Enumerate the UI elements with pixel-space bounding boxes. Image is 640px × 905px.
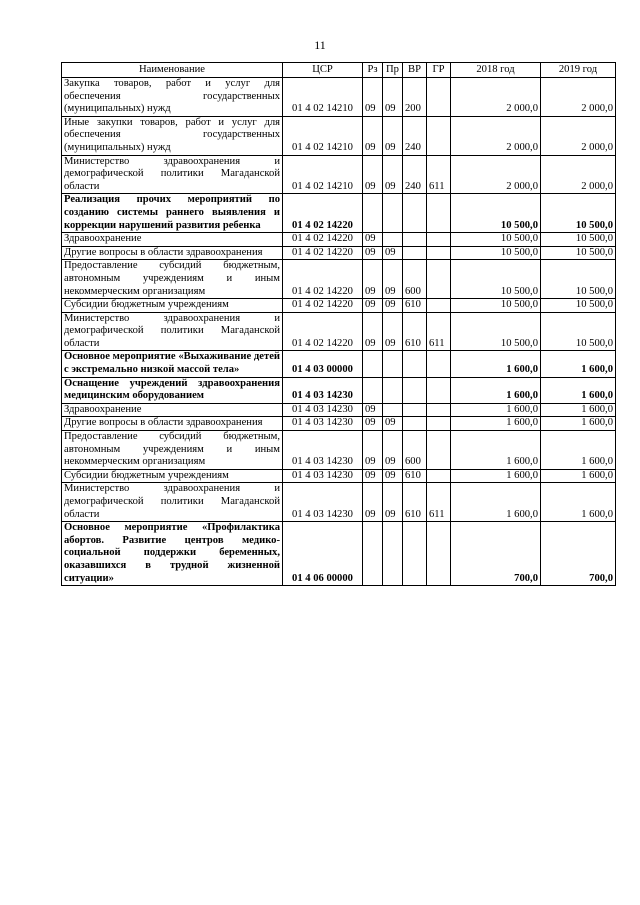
cell-csr: 01 4 02 14220 (283, 233, 363, 247)
cell-2018: 10 500,0 (451, 246, 541, 260)
cell-vr: 600 (403, 431, 427, 470)
table-row (62, 377, 616, 403)
cell-rz: 09 (363, 155, 383, 194)
cell-vr: 610 (403, 483, 427, 522)
cell-2018: 700,0 (451, 522, 541, 586)
cell-vr (403, 233, 427, 247)
cell-gr (427, 116, 451, 155)
cell-2019: 1 600,0 (541, 377, 616, 403)
header-rz: Рз (363, 63, 383, 78)
cell-csr: 01 4 02 14210 (283, 155, 363, 194)
cell-2019: 10 500,0 (541, 246, 616, 260)
cell-rz: 09 (363, 260, 383, 299)
cell-vr (403, 194, 427, 233)
cell-pr (383, 522, 403, 586)
cell-pr: 09 (383, 155, 403, 194)
cell-pr (383, 194, 403, 233)
header-name: Наименование (62, 63, 283, 78)
cell-rz: 09 (363, 312, 383, 351)
cell-rz: 09 (363, 246, 383, 260)
cell-csr: 01 4 02 14220 (283, 260, 363, 299)
cell-pr: 09 (383, 299, 403, 313)
cell-rz: 09 (363, 403, 383, 417)
cell-vr (403, 403, 427, 417)
cell-2018: 1 600,0 (451, 469, 541, 483)
cell-2019: 2 000,0 (541, 116, 616, 155)
cell-gr (427, 469, 451, 483)
cell-2018: 1 600,0 (451, 431, 541, 470)
cell-name: Министерство здравоохранения и демографической политики Магаданской области (62, 312, 283, 351)
cell-vr (403, 522, 427, 586)
cell-2019: 700,0 (541, 522, 616, 586)
cell-csr: 01 4 02 14220 (283, 312, 363, 351)
table-row (62, 155, 616, 194)
budget-table (61, 62, 616, 586)
table-row (62, 417, 616, 431)
table-row (62, 116, 616, 155)
cell-csr: 01 4 06 00000 (283, 522, 363, 586)
table-row (62, 194, 616, 233)
cell-gr (427, 403, 451, 417)
cell-2019: 10 500,0 (541, 260, 616, 299)
cell-csr: 01 4 03 14230 (283, 417, 363, 431)
cell-gr (427, 522, 451, 586)
table-row (62, 260, 616, 299)
cell-pr (383, 377, 403, 403)
cell-pr (383, 403, 403, 417)
cell-2018: 10 500,0 (451, 194, 541, 233)
cell-pr: 09 (383, 312, 403, 351)
cell-name: Оснащение учреждений здравоохранения медицинским оборудованием (62, 377, 283, 403)
cell-2019: 1 600,0 (541, 351, 616, 377)
table-header-row (62, 63, 616, 78)
page-number: 11 (314, 38, 326, 52)
cell-pr: 09 (383, 431, 403, 470)
cell-gr: 611 (427, 155, 451, 194)
cell-2018: 1 600,0 (451, 417, 541, 431)
cell-pr: 09 (383, 483, 403, 522)
cell-pr: 09 (383, 116, 403, 155)
table-row (62, 522, 616, 586)
cell-rz: 09 (363, 78, 383, 117)
cell-rz: 09 (363, 299, 383, 313)
cell-name: Субсидии бюджетным учреждениям (62, 469, 283, 483)
cell-2018: 1 600,0 (451, 403, 541, 417)
cell-2019: 1 600,0 (541, 469, 616, 483)
cell-rz: 09 (363, 417, 383, 431)
cell-gr: 611 (427, 312, 451, 351)
cell-2019: 10 500,0 (541, 233, 616, 247)
cell-rz: 09 (363, 483, 383, 522)
cell-name: Другие вопросы в области здравоохранения (62, 417, 283, 431)
cell-2018: 10 500,0 (451, 260, 541, 299)
cell-name: Предоставление субсидий бюджетным, автономным учреждениям и иным некоммерческим организациям (62, 260, 283, 299)
cell-csr: 01 4 02 14220 (283, 194, 363, 233)
cell-2019: 10 500,0 (541, 299, 616, 313)
cell-rz (363, 522, 383, 586)
cell-vr (403, 351, 427, 377)
cell-2018: 2 000,0 (451, 155, 541, 194)
cell-csr: 01 4 03 14230 (283, 377, 363, 403)
header-csr: ЦСР (283, 63, 363, 78)
cell-name: Другие вопросы в области здравоохранения (62, 246, 283, 260)
cell-pr: 09 (383, 78, 403, 117)
cell-pr: 09 (383, 260, 403, 299)
cell-csr: 01 4 03 00000 (283, 351, 363, 377)
cell-gr (427, 246, 451, 260)
table-row (62, 483, 616, 522)
cell-csr: 01 4 02 14210 (283, 116, 363, 155)
cell-gr (427, 194, 451, 233)
cell-gr (427, 377, 451, 403)
cell-rz: 09 (363, 116, 383, 155)
cell-gr (427, 78, 451, 117)
cell-name: Предоставление субсидий бюджетным, автономным учреждениям и иным некоммерческим организациям (62, 431, 283, 470)
cell-2019: 1 600,0 (541, 483, 616, 522)
cell-vr: 610 (403, 469, 427, 483)
cell-gr (427, 351, 451, 377)
cell-2018: 1 600,0 (451, 483, 541, 522)
header-2019: 2019 год (541, 63, 616, 78)
cell-rz (363, 377, 383, 403)
cell-rz: 09 (363, 233, 383, 247)
cell-name: Субсидии бюджетным учреждениям (62, 299, 283, 313)
cell-vr (403, 246, 427, 260)
cell-csr: 01 4 02 14210 (283, 78, 363, 117)
cell-pr: 09 (383, 246, 403, 260)
cell-2019: 10 500,0 (541, 312, 616, 351)
cell-vr: 610 (403, 312, 427, 351)
cell-pr (383, 351, 403, 377)
cell-pr: 09 (383, 417, 403, 431)
table-row (62, 351, 616, 377)
cell-pr (383, 233, 403, 247)
cell-name: Здравоохранение (62, 233, 283, 247)
table-row (62, 469, 616, 483)
cell-gr: 611 (427, 483, 451, 522)
cell-vr (403, 377, 427, 403)
cell-pr: 09 (383, 469, 403, 483)
table-row (62, 431, 616, 470)
cell-name: Реализация прочих мероприятий по созданию системы раннего выявления и коррекции нарушений развития ребенка (62, 194, 283, 233)
cell-2019: 2 000,0 (541, 78, 616, 117)
cell-vr: 240 (403, 116, 427, 155)
cell-name: Иные закупки товаров, работ и услуг для обеспечения государственных (муниципальных) нужд (62, 116, 283, 155)
cell-vr (403, 417, 427, 431)
cell-name: Министерство здравоохранения и демографической политики Магаданской области (62, 155, 283, 194)
cell-name: Министерство здравоохранения и демографической политики Магаданской области (62, 483, 283, 522)
cell-2018: 10 500,0 (451, 233, 541, 247)
header-gr: ГР (427, 63, 451, 78)
cell-2018: 10 500,0 (451, 299, 541, 313)
cell-csr: 01 4 03 14230 (283, 403, 363, 417)
cell-csr: 01 4 02 14220 (283, 246, 363, 260)
cell-vr: 200 (403, 78, 427, 117)
table-row (62, 312, 616, 351)
cell-2018: 2 000,0 (451, 116, 541, 155)
table-row (62, 246, 616, 260)
cell-csr: 01 4 02 14220 (283, 299, 363, 313)
table-row (62, 403, 616, 417)
cell-vr: 610 (403, 299, 427, 313)
cell-2019: 1 600,0 (541, 403, 616, 417)
cell-2018: 1 600,0 (451, 351, 541, 377)
cell-rz (363, 194, 383, 233)
cell-vr: 240 (403, 155, 427, 194)
table-row (62, 233, 616, 247)
cell-rz (363, 351, 383, 377)
cell-name: Основное мероприятие «Выхаживание детей с экстремально низкой массой тела» (62, 351, 283, 377)
cell-csr: 01 4 03 14230 (283, 469, 363, 483)
cell-2019: 10 500,0 (541, 194, 616, 233)
cell-name: Основное мероприятие «Профилактика абортов. Развитие центров медико-социальной поддержки беременных, оказавшихся в трудной жизненной ситуации» (62, 522, 283, 586)
cell-2019: 2 000,0 (541, 155, 616, 194)
cell-gr (427, 417, 451, 431)
cell-2018: 1 600,0 (451, 377, 541, 403)
cell-vr: 600 (403, 260, 427, 299)
table-row (62, 299, 616, 313)
header-vr: ВР (403, 63, 427, 78)
cell-name: Здравоохранение (62, 403, 283, 417)
header-2018: 2018 год (451, 63, 541, 78)
cell-gr (427, 260, 451, 299)
cell-rz: 09 (363, 431, 383, 470)
cell-name: Закупка товаров, работ и услуг для обеспечения государственных (муниципальных) нужд (62, 78, 283, 117)
cell-2018: 10 500,0 (451, 312, 541, 351)
cell-gr (427, 431, 451, 470)
cell-csr: 01 4 03 14230 (283, 431, 363, 470)
cell-rz: 09 (363, 469, 383, 483)
cell-2018: 2 000,0 (451, 78, 541, 117)
cell-2019: 1 600,0 (541, 417, 616, 431)
cell-gr (427, 233, 451, 247)
cell-csr: 01 4 03 14230 (283, 483, 363, 522)
header-pr: Пр (383, 63, 403, 78)
cell-gr (427, 299, 451, 313)
table-row (62, 78, 616, 117)
cell-2019: 1 600,0 (541, 431, 616, 470)
